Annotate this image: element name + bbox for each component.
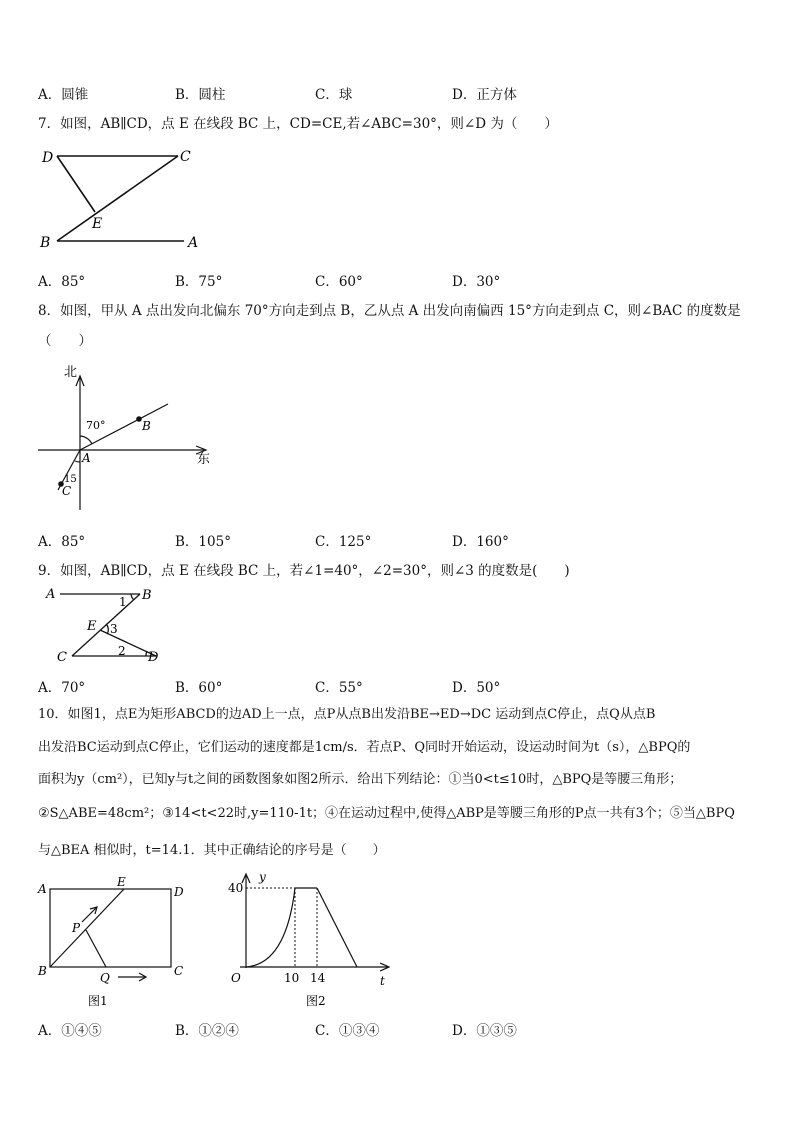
q9-angle-1: 1 <box>119 595 127 609</box>
q10-option-d: D．①③⑤ <box>452 1023 517 1039</box>
q10-fig1-label-p: P <box>72 921 81 935</box>
q10-fig2-tick-10: 10 <box>284 971 300 985</box>
q6-option-a: A．圆锥 <box>38 87 89 103</box>
q7-label-a: A <box>188 235 199 251</box>
q10-option-b: B．①②④ <box>175 1023 239 1039</box>
q10-fig2-origin: O <box>231 971 241 985</box>
q8-east-label: 东 <box>197 452 211 467</box>
q9-angle-2: 2 <box>118 644 126 658</box>
q8-angle-70: 70° <box>86 419 106 432</box>
q8-angle-15: 15 <box>64 474 77 485</box>
q9-option-a: A．70° <box>38 680 86 696</box>
q7-label-e: E <box>92 216 103 232</box>
q8-label-c: C <box>62 484 72 498</box>
q10-fig2-tick-40: 40 <box>228 881 244 895</box>
q9-angle-3: 3 <box>110 622 118 636</box>
q10-fig1-label-d: D <box>174 885 184 899</box>
q10-fig1-label-e: E <box>117 875 126 889</box>
q10-option-c: C．①③④ <box>315 1023 380 1039</box>
q10-fig2-axis-y: y <box>259 870 266 884</box>
q9-label-c: C <box>57 650 67 665</box>
q7-option-c: C．60° <box>315 274 363 290</box>
q6-option-d: D．正方体 <box>452 87 517 103</box>
q10-fig2-tick-14: 14 <box>310 971 326 985</box>
q7-label-b: B <box>40 235 51 251</box>
q9-option-b: B．60° <box>175 680 223 696</box>
q10-fig1-label-c: C <box>174 964 184 978</box>
q10-line-3: 面积为y（cm²），已知y与t之间的函数图象如图2所示．给出下列结论：①当0<t≤10时，△BPQ是等腰三角形； <box>38 772 683 787</box>
q10-line-4: ②S△ABE=48cm²；③14<t<22时,y=110-1t；④在运动过程中,使得△ABP是等腰三角形的P点一共有3个；⑤当△BPQ <box>38 806 735 821</box>
q8-option-a: A．85° <box>38 534 86 550</box>
q10-fig1-label-q: Q <box>100 971 110 985</box>
q8-stem: 8．如图，甲从 A 点出发向北偏东 70°方向走到点 B，乙从点 A 出发向南偏西 15°方向走到点 C，则∠BAC 的度数是 <box>38 303 741 319</box>
q10-fig1-label-a: A <box>38 882 47 896</box>
q8-label-b: B <box>142 419 151 433</box>
q9-option-c: C．55° <box>315 680 363 696</box>
q9-label-a: A <box>46 587 56 602</box>
q7-label-c: C <box>180 149 191 165</box>
q8-option-b: B．105° <box>175 534 231 550</box>
q9-label-d: D <box>148 650 159 665</box>
q9-option-d: D．50° <box>452 680 501 696</box>
q10-fig2-axis-t: t <box>380 974 385 988</box>
q6-option-b: B．圆柱 <box>175 87 226 103</box>
q10-fig1-caption: 图1 <box>88 994 108 1008</box>
q8-option-c: C．125° <box>315 534 372 550</box>
q7-label-d: D <box>42 150 54 166</box>
q8-option-d: D．160° <box>452 534 509 550</box>
q10-line-2: 出发沿BC运动到点C停止，它们运动的速度都是1cm/s．若点P、Q同时开始运动，设运动时间为t（s），△BPQ的 <box>38 740 691 755</box>
q10-option-a: A．①④⑤ <box>38 1023 102 1039</box>
q7-stem: 7．如图，AB∥CD，点 E 在线段 BC 上，CD=CE,若∠ABC=30°，则∠D 为（ ） <box>38 116 558 132</box>
q9-label-b: B <box>142 588 152 603</box>
q8-label-a: A <box>82 451 91 465</box>
q10-line-5: 与△BEA 相似时，t=14.1．其中正确结论的序号是（ ） <box>38 843 386 858</box>
q10-line-1: 10．如图1，点E为矩形ABCD的边AD上一点，点P从点B出发沿BE→ED→DC 运动到点C停止，点Q从点B <box>38 707 656 722</box>
q6-option-c: C．球 <box>315 87 353 103</box>
q9-stem: 9．如图，AB∥CD，点 E 在线段 BC 上，若∠1=40°，∠2=30°，则∠3 的度数是( ) <box>38 563 570 579</box>
q8-stem-blank: （ ） <box>38 333 92 349</box>
q7-option-b: B．75° <box>175 274 223 290</box>
q9-label-e: E <box>87 619 97 634</box>
q7-option-d: D．30° <box>452 274 501 290</box>
q10-fig1-label-b: B <box>38 964 47 978</box>
q10-fig2-caption: 图2 <box>306 994 326 1008</box>
q8-north-label: 北 <box>64 365 78 380</box>
q7-option-a: A．85° <box>38 274 86 290</box>
